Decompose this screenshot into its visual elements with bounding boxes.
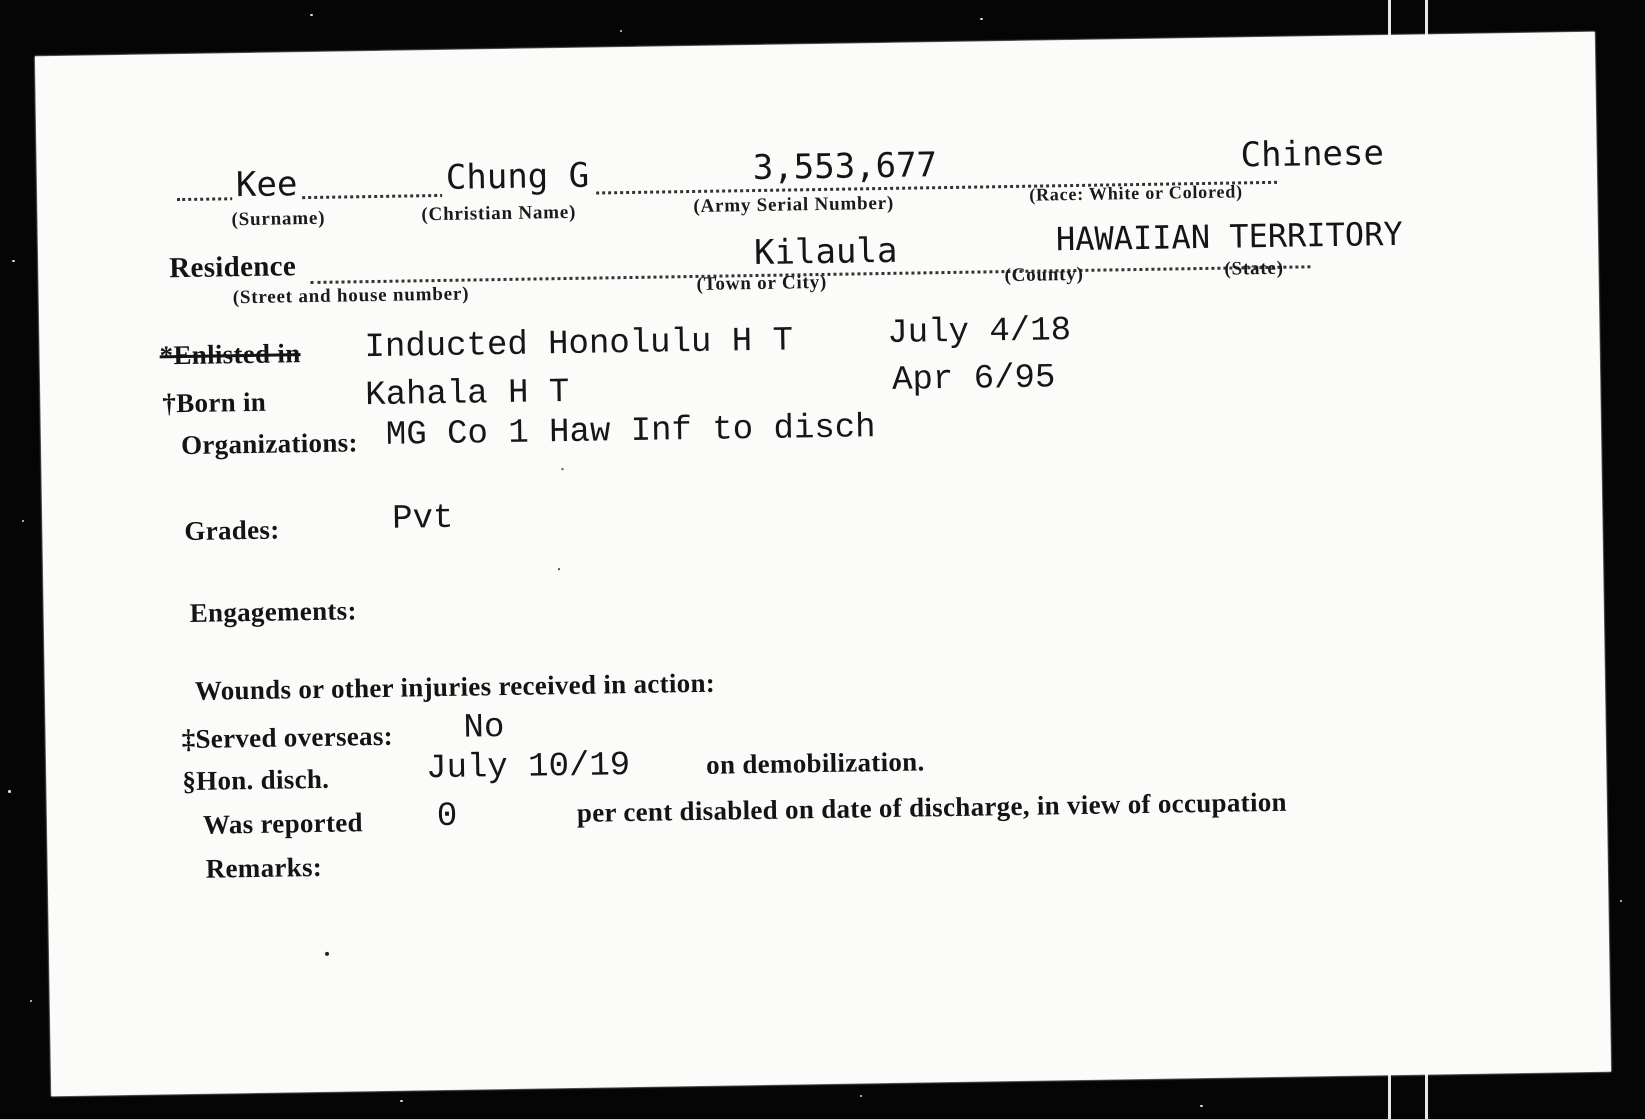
film-speck <box>12 260 15 262</box>
film-speck <box>980 18 983 20</box>
film-speck <box>22 520 24 522</box>
discharge-suffix: on demobilization. <box>705 746 925 780</box>
race-caption: (Race: White or Colored) <box>1029 181 1244 205</box>
state-caption: (State) <box>1224 257 1284 280</box>
film-speck <box>1620 900 1622 902</box>
army-serial-number-caption: (Army Serial Number) <box>693 192 895 217</box>
enlisted-date: July 4/18 <box>887 312 1072 353</box>
residence-town-value: Kilaula <box>750 231 902 273</box>
card-speck <box>325 952 329 956</box>
wounds-label: Wounds or other injuries received in action: <box>194 667 716 706</box>
film-speck <box>1200 1105 1203 1107</box>
surname-caption: (Surname) <box>231 207 326 231</box>
film-edge-line <box>1388 0 1391 40</box>
town-caption: (Town or City) <box>696 271 828 295</box>
residence-state-value: HAWAIIAN TERRITORY <box>1052 215 1407 259</box>
disability-suffix: per cent disabled on date of discharge, in view of occupation <box>576 786 1288 828</box>
organizations-label: Organizations: <box>180 427 358 461</box>
card-speck <box>561 468 563 470</box>
engagements-label: Engagements: <box>189 595 357 628</box>
film-speck <box>30 1000 32 1002</box>
enlisted-label-struck: *Enlisted in <box>159 338 301 371</box>
disability-label: Was reported <box>202 807 364 840</box>
remarks-label: Remarks: <box>205 851 323 884</box>
film-speck <box>8 790 11 793</box>
race-value: Chinese <box>1236 133 1388 175</box>
film-speck <box>310 14 313 16</box>
born-value: Kahala H T <box>365 373 570 416</box>
served-overseas-label: ‡Served overseas: <box>181 720 394 755</box>
discharge-label: §Hon. disch. <box>182 763 330 797</box>
residence-label: Residence <box>169 250 298 285</box>
service-record-card <box>35 32 1611 1096</box>
street-caption: (Street and house number) <box>232 283 470 309</box>
enlisted-value: Inducted Honolulu H T <box>364 322 794 368</box>
grades-value: Pvt <box>391 499 454 539</box>
discharge-date: July 10/19 <box>425 747 631 789</box>
grades-label: Grades: <box>184 514 280 547</box>
surname-value: Kee <box>232 164 302 205</box>
christian-name-value: Chung G <box>442 156 594 198</box>
born-label: †Born in <box>162 386 267 419</box>
born-date: Apr 6/95 <box>891 359 1056 400</box>
disability-value: 0 <box>436 797 458 837</box>
organizations-value: MG Co 1 Haw Inf to disch <box>385 409 876 455</box>
film-speck <box>620 30 622 32</box>
film-speck <box>400 1100 403 1102</box>
served-overseas-value: No <box>463 709 505 748</box>
army-serial-number-value: 3,553,677 <box>748 145 941 188</box>
county-caption: (County) <box>1004 263 1084 287</box>
card-speck <box>558 568 560 570</box>
film-speck <box>860 1095 862 1097</box>
christian-name-caption: (Christian Name) <box>421 201 577 226</box>
